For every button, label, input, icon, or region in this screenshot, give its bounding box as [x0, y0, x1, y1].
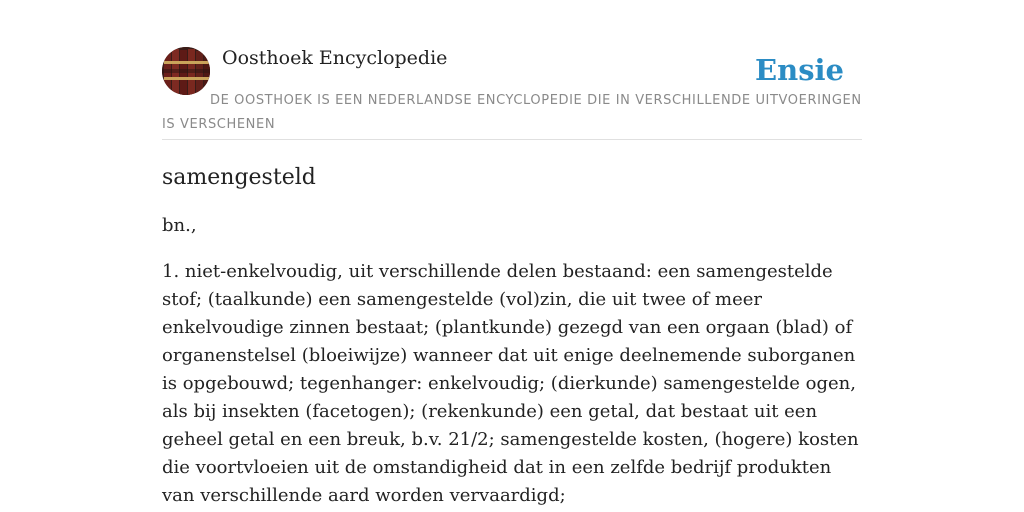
site-header	[162, 46, 862, 140]
brand-logo[interactable]: Ensie	[755, 53, 844, 87]
site-tagline: DE OOSTHOEK IS EEN NEDERLANDSE ENCYCLOPEDIE DIE IN VERSCHILLENDE UITVOERINGEN IS VERSCHENEN	[162, 93, 862, 132]
site-name[interactable]: Oosthoek Encyclopedie	[222, 47, 448, 69]
entry-title: samengesteld	[162, 165, 316, 190]
part-of-speech: bn.,	[162, 215, 197, 236]
entry-definition: 1. niet-enkelvoudig, uit verschillende delen bestaand: een samengestelde stof; (taalkunde) een samengestelde (vol)zin, die uit twee of meer enkelvoudige zinnen bestaat; (plantkunde) gezegd van een orgaan (blad) of organenstelsel (bloeiwijze) wanneer dat uit enige deelnemende suborganen is opgebouwd; tegenhanger: enkelvoudig; (dierkunde) samengestelde ogen, als bij insekten (facetogen); (rekenkunde) een getal, dat bestaat uit een geheel getal en een breuk, b.v. 21/2; samengestelde kosten, (hogere) kosten die voortvloeien uit de omstandigheid dat in een zelfde bedrijf produkten van verschillende aard worden vervaardigd;	[162, 261, 859, 506]
book-spines-icon	[162, 47, 210, 95]
avatar[interactable]	[162, 47, 210, 95]
entry	[162, 162, 872, 510]
